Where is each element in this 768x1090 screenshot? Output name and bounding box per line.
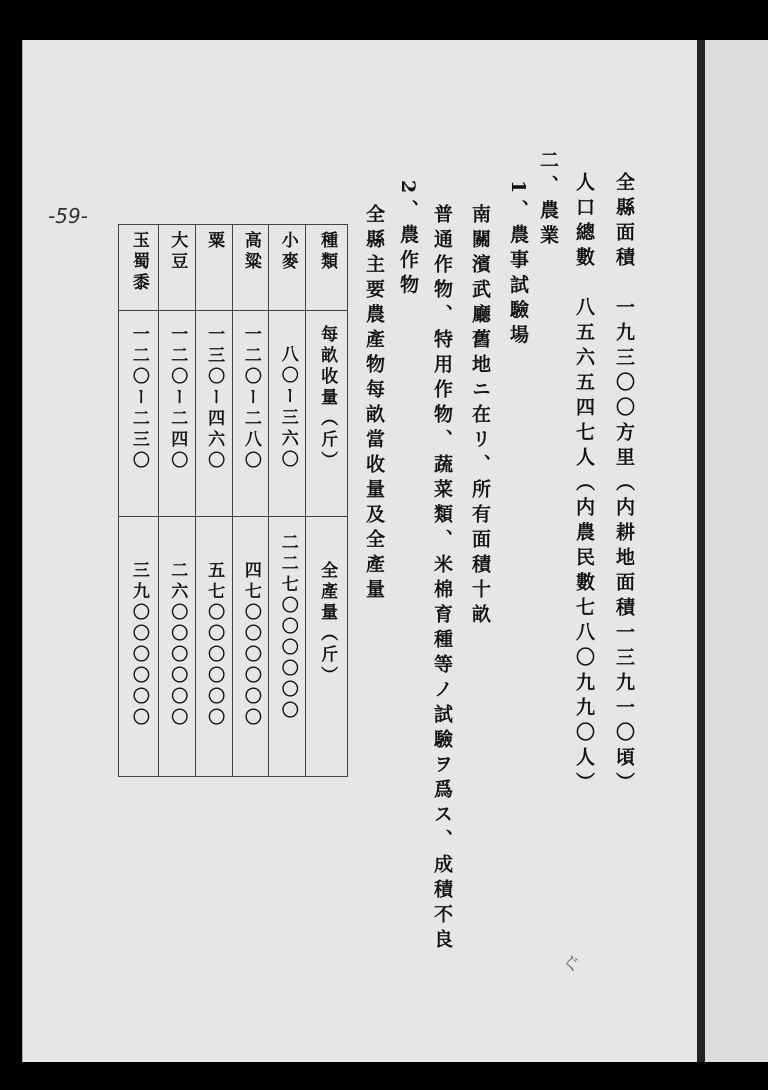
table-row-kind: 小麥 (277, 231, 298, 273)
subsection-heading-experiment-station: 1、農事試驗場 (507, 180, 529, 350)
table-cell (119, 311, 159, 517)
table-row-total: 四七〇〇〇〇〇〇 (240, 561, 261, 729)
book-spine (697, 40, 705, 1062)
table-cell (269, 517, 306, 777)
table-row-kind: 大豆 (167, 231, 188, 273)
table-header-cell (306, 311, 348, 517)
table-cell (195, 517, 232, 777)
table-header-cell (306, 225, 348, 311)
table-row-per-mu: 八〇ー三六〇 (277, 345, 298, 471)
crop-yield-table (118, 224, 348, 777)
table-row-per-mu: 一二〇ー二四〇 (167, 325, 188, 472)
table-cell (158, 225, 195, 311)
right-page-edge (705, 40, 768, 1062)
station-activities-line: 普通作物、特用作物、蔬菜類、米棉育種等ノ試驗ヲ爲ス、成積不良 (431, 204, 453, 954)
table-caption: 全縣主要農產物每畝當收量及全產量 (363, 204, 385, 604)
table-cell (232, 311, 269, 517)
table-cell (158, 517, 195, 777)
table-cell (158, 311, 195, 517)
table-row-kind: 玉蜀黍 (128, 231, 149, 294)
table-cell (195, 225, 232, 311)
table-row-per-mu: 一二〇ー二八〇 (240, 325, 261, 472)
station-location-line: 南關濱武廳舊地ニ在リ、所有面積十畝 (469, 204, 491, 629)
county-area-line: 全縣面積 一九三〇〇方里（内耕地面積一三九一〇頃） (613, 172, 635, 797)
subsection-heading-crops: 2、農作物 (397, 180, 419, 300)
stray-pencil-mark: ぐ (562, 954, 580, 975)
population-line: 人口總數 八五六五四七人（内農民數七八〇九九〇人） (573, 172, 595, 797)
table-cell (269, 225, 306, 311)
table-header-cell (306, 517, 348, 777)
table-row-per-mu: 一二〇ー二三〇 (128, 325, 149, 472)
table-row-kind: 粟 (204, 231, 225, 252)
table-cell (232, 517, 269, 777)
page-number: -59- (48, 204, 88, 228)
table-row-total: 三九〇〇〇〇〇〇 (128, 561, 149, 729)
table-cell (195, 311, 232, 517)
table-row-per-mu: 一三〇ー四六〇 (204, 325, 225, 472)
table-row-total: 五七〇〇〇〇〇〇 (204, 561, 225, 729)
table-cell (269, 311, 306, 517)
section-heading-agriculture: 二、農業 (537, 150, 559, 250)
table-row-kind: 高粱 (240, 231, 261, 273)
table-row-total: 二六〇〇〇〇〇〇 (167, 561, 188, 729)
table-row-total: 二二七〇〇〇〇〇〇 (277, 533, 298, 722)
table-cell (232, 225, 269, 311)
header-total: 全產量（斤） (317, 561, 338, 687)
header-per-mu: 每畝收量（斤） (317, 325, 338, 472)
header-kind: 種類 (317, 231, 338, 273)
table-cell (119, 517, 159, 777)
table-cell (119, 225, 159, 311)
